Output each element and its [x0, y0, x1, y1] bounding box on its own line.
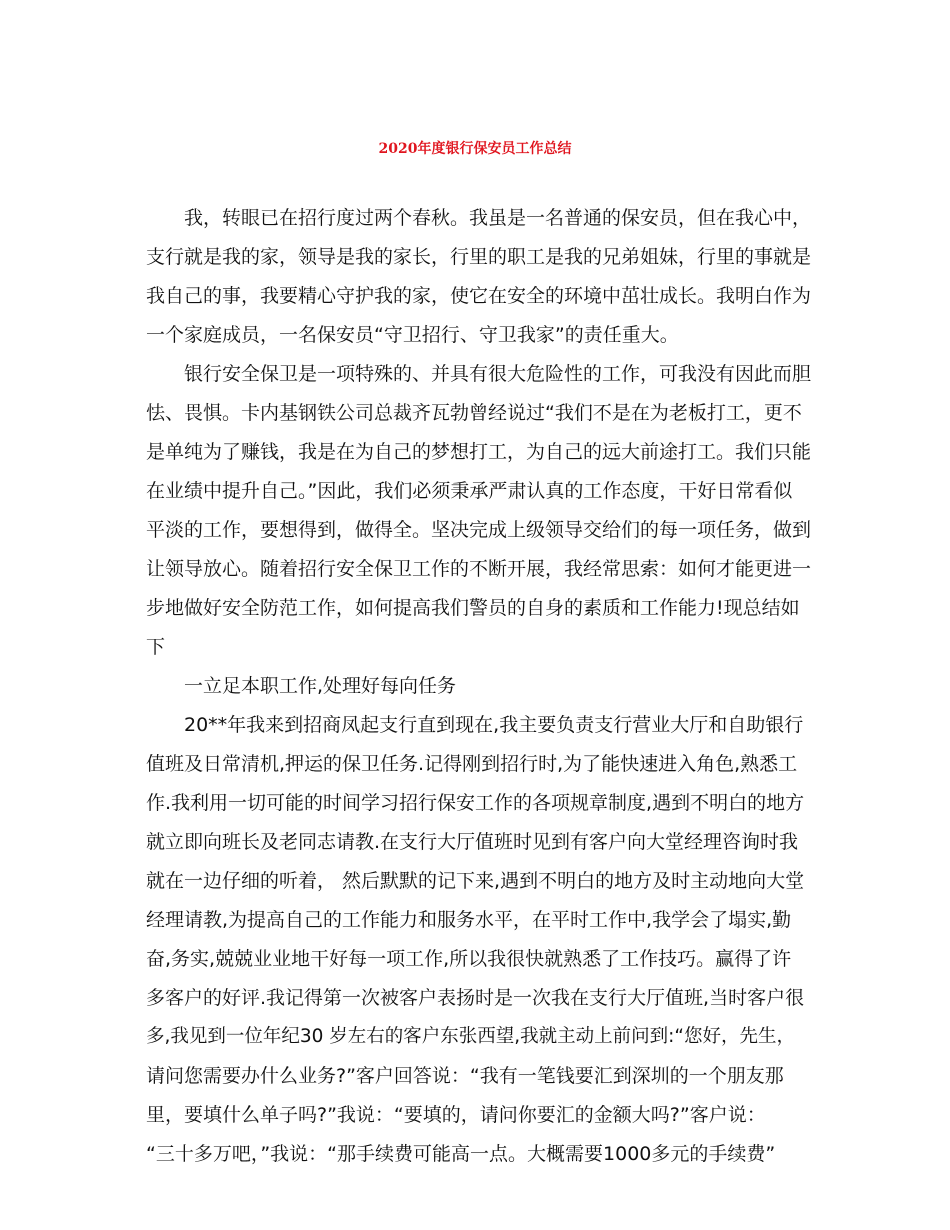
text-line: 多,我见到一位年纪30 岁左右的客户东张西望,我就主动上前问到:“您好，先生，: [146, 1026, 796, 1047]
text-line: 下: [146, 636, 166, 658]
text-line: 就在一边仔细的听着， 然后默默的记下来,遇到不明白的地方及时主动地向大堂: [146, 870, 805, 892]
text-line: 就立即向班长及老同志请教.在支行大厅值班时见到有客户向大堂经理咨询时我: [146, 831, 799, 853]
text-line: 我，转眼已在招行度过两个春秋。我虽是一名普通的保安员，但在我心中，: [184, 207, 812, 229]
document-title: 2020年度银行保安员工作总结: [378, 141, 572, 157]
text-line: 多客户的好评.我记得第一次被客户表扬时是一次我在支行大厅值班,当时客户很: [146, 987, 805, 1009]
text-line: 里，要填什么单子吗?”我说：“要填的，请问你要汇的金额大吗?”客户说：: [146, 1104, 766, 1126]
text-line: “三十多万吧，”我说：“那手续费可能高一点。大概需要1000多元的手续费”: [146, 1143, 776, 1165]
text-line: 经理请教,为提高自己的工作能力和服务水平，在平时工作中,我学会了塌实,勤: [146, 909, 792, 931]
text-line: 我自己的事，我要精心守护我的家，使它在安全的环境中茁壮成长。我明白作为: [146, 285, 812, 307]
text-line: 奋,务实,兢兢业业地干好每一项工作,所以我很快就熟悉了工作技巧。赢得了许: [146, 948, 792, 970]
text-line: 是单纯为了赚钱，我是在为自己的梦想打工，为自己的远大前途打工。我们只能: [146, 441, 812, 463]
text-line: 请问您需要办什么业务?”客户回答说：“我有一笔钱要汇到深圳的一个朋友那: [146, 1065, 784, 1087]
text-line: 平淡的工作，要想得到，做得全。坚决完成上级领导交给们的每一项任务，做到: [146, 519, 812, 541]
text-line: 20**年我来到招商凤起支行直到现在,我主要负责支行营业大厅和自助银行: [184, 714, 804, 736]
text-line: 支行就是我的家，领导是我的家长，行里的职工是我的兄弟姐妹，行里的事就是: [146, 246, 812, 268]
text-line: 让领导放心。随着招行安全保卫工作的不断开展，我经常思索：如何才能更进一: [146, 558, 812, 580]
text-line: 银行安全保卫是一项特殊的、并具有很大危险性的工作，可我没有因此而胆: [184, 363, 812, 385]
text-line: 怯、畏惧。卡内基钢铁公司总裁齐瓦勃曾经说过“我们不是在为老板打工，更不: [146, 402, 802, 424]
text-line: 值班及日常清机,押运的保卫任务.记得刚到招行时,为了能快速进入角色,熟悉工: [146, 753, 798, 775]
text-line: 步地做好安全防范工作，如何提高我们警员的自身的素质和工作能力!现总结如: [146, 597, 800, 619]
text-line: 一个家庭成员，一名保安员“守卫招行、守卫我家”的责任重大。: [146, 324, 679, 346]
text-line: 作.我利用一切可能的时间学习招行保安工作的各项规章制度,遇到不明白的地方: [146, 792, 805, 814]
section-heading: 一立足本职工作,处理好每向任务: [184, 675, 457, 697]
text-line: 在业绩中提升自己。”因此，我们必须秉承严肃认真的工作态度，干好日常看似: [146, 480, 793, 502]
